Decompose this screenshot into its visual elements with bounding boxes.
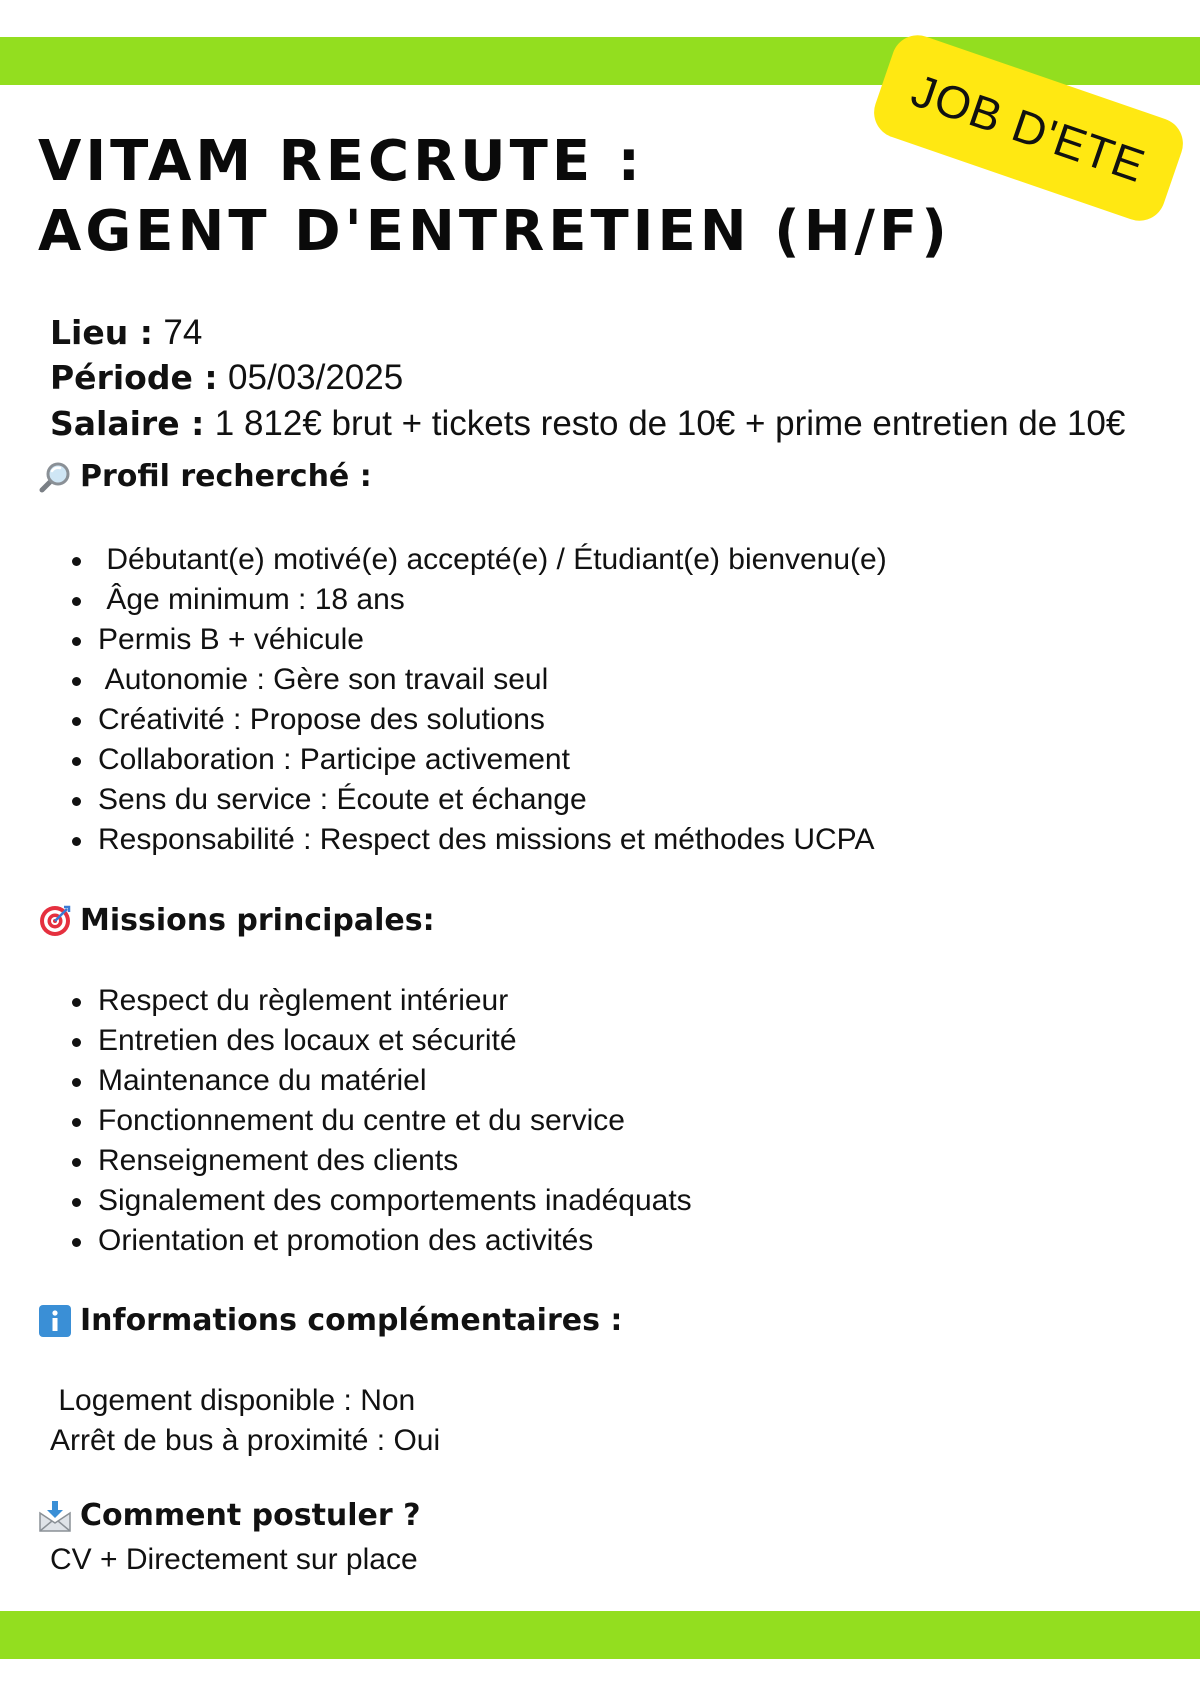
missions-list [98, 981, 1098, 1261]
list-item: Âge minimum : 18 ans [98, 580, 1098, 620]
list-item: Sens du service : Écoute et échange [98, 780, 1098, 820]
postuler-heading-row [38, 1498, 421, 1533]
list-item: Maintenance du matériel [98, 1061, 1098, 1101]
bus-line: Arrêt de bus à proximité : Oui [50, 1424, 441, 1457]
title-line-1: VITAM RECRUTE : [38, 129, 644, 194]
lieu-value: 74 [163, 313, 203, 352]
page-title [38, 127, 951, 267]
salaire-value: 1 812€ brut + tickets resto de 10€ + prime entretien de 10€ [214, 404, 1126, 443]
list-item: Permis B + véhicule [98, 620, 1098, 660]
bottom-green-bar [0, 1611, 1200, 1659]
missions-heading-row [38, 903, 435, 938]
periode-row [50, 358, 1170, 398]
periode-label: Période : [50, 358, 218, 397]
list-item: Responsabilité : Respect des missions et méthodes UCPA [98, 820, 1098, 860]
salaire-label: Salaire : [50, 404, 205, 443]
lieu-row [50, 313, 1170, 353]
magnifier-icon [38, 460, 72, 494]
list-item: Débutant(e) motivé(e) accepté(e) / Étudiant(e) bienvenu(e) [98, 540, 1098, 580]
list-item: Créativité : Propose des solutions [98, 700, 1098, 740]
infos-heading-row [38, 1303, 622, 1338]
info-icon [38, 1304, 72, 1338]
salaire-row [50, 404, 1170, 444]
list-item: Collaboration : Participe activement [98, 740, 1098, 780]
list-item: Renseignement des clients [98, 1141, 1098, 1181]
postuler-heading: Comment postuler ? [80, 1498, 421, 1533]
profil-heading: Profil recherché : [80, 459, 372, 494]
list-item: Fonctionnement du centre et du service [98, 1101, 1098, 1141]
lieu-label: Lieu : [50, 313, 153, 352]
list-item: Autonomie : Gère son travail seul [98, 660, 1098, 700]
list-item: Orientation et promotion des activités [98, 1221, 1098, 1261]
title-line-2: AGENT D'ENTRETIEN (H/F) [38, 199, 951, 264]
postuler-text: CV + Directement sur place [50, 1543, 418, 1576]
job-ete-badge: JOB D'ETE [867, 28, 1190, 228]
profil-heading-row [38, 459, 372, 494]
list-item: Entretien des locaux et sécurité [98, 1021, 1098, 1061]
infos-heading: Informations complémentaires : [80, 1303, 623, 1338]
target-icon [38, 904, 72, 938]
periode-value: 05/03/2025 [228, 358, 404, 397]
profil-list [98, 540, 1098, 860]
list-item: Signalement des comportements inadéquats [98, 1181, 1098, 1221]
envelope-download-icon [38, 1499, 72, 1533]
list-item: Respect du règlement intérieur [98, 981, 1098, 1021]
missions-heading: Missions principales: [80, 903, 435, 938]
logement-line: Logement disponible : Non [50, 1384, 416, 1417]
